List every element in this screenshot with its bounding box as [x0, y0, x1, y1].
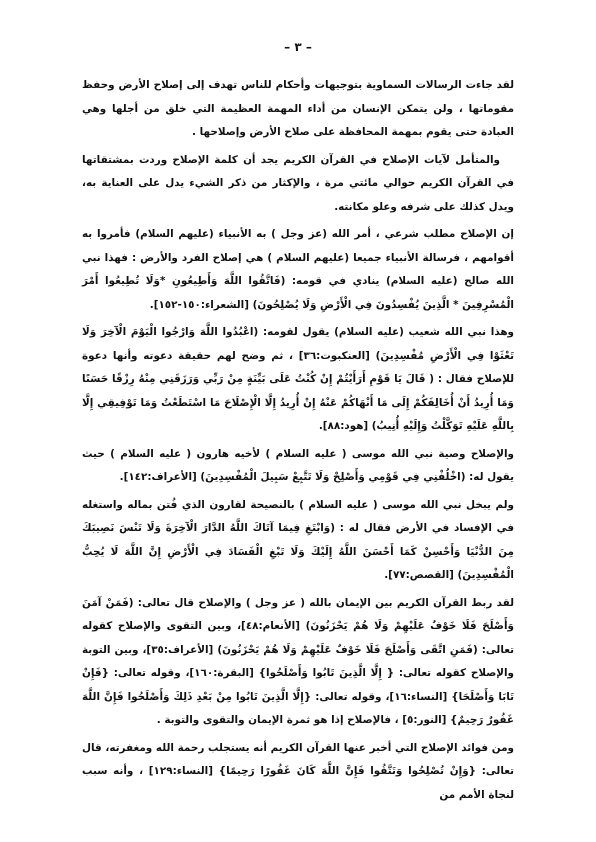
paragraph: وهذا نبي الله شعيب (عليه السلام) يقول لقومه: (اعْبُدُوا اللَّهَ وَارْجُوا الْيَوْمَ الْآخِرَ وَلَا تَعْثَوْا فِي الْأَرْضِ مُفْسِدِينَ) [العنكبوت:٣٦] ، ثم وضح لهم حقيقة دعوته وأنها دعوة للإصلاح فقال : ( قَالَ يَا قَوْمِ أَرَأَيْتُمْ إِنْ كُنْتُ عَلَى بَيِّنَةٍ مِنْ رَبِّي وَرَزَقَنِي مِنْهُ رِزْقًا حَسَنًا وَمَا أُرِيدُ أَنْ أُخَالِفَكُمْ إِلَى مَا أَنْهَاكُمْ عَنْهُ إِنْ أُرِيدُ إِلَّا الْإِصْلَاحَ مَا اسْتَطَعْتُ وَمَا تَوْفِيقِي إِلَّا بِاللَّهِ عَلَيْهِ تَوَكَّلْتُ وَإِلَيْهِ أُنِيبُ) [هود:٨٨].	[82, 326, 514, 432]
paragraph: ومن فوائد الإصلاح التي أخبر عنها القرآن الكريم أنه يستجلب رحمة الله ومغفرته، قال تعالى: {وَإِنْ تُصْلِحُوا وَتَتَّقُوا فَإِنَّ اللَّهَ كَانَ غَفُورًا رَحِيمًا} [النساء:١٢٩] ، وأنه سبب لنجاة الأمم من	[82, 741, 514, 801]
paragraph: والمتأمل لآيات الإصلاح في القرآن الكريم يجد أن كلمة الإصلاح وردت بمشتقاتها في القرآن الكريم حوالي مائتي مرة ، والإكثار من ذكر الشيء يدل على العناية به، ويدل كذلك على شرفه وعلو مكانته.	[82, 153, 514, 213]
paragraph: والإصلاح وصية نبي الله موسى ( عليه السلام ) لأخيه هارون ( عليه السلام ) حيث يقول له: (اخْلُفْنِي فِي قَوْمِي وَأَصْلِحْ وَلَا تَتَّبِعْ سَبِيلَ الْمُفْسِدِينَ) [الأعراف:١٤٢].	[82, 447, 514, 483]
paragraph: إن الإصلاح مطلب شرعي ، أمر الله (عز وجل ) به الأنبياء (عليهم السلام) فأمروا به أقوامهم ، فرسالة الأنبياء جميعا (عليهم السلام ) هي إصلاح الفرد والأرض : فهذا نبي الله صالح (عليه السلام) ينادي في قومه: (فَاتَّقُوا اللَّهَ وَأَطِيعُونِ *وَلَا تُطِيعُوا أَمْرَ الْمُسْرِفِينَ * الَّذِينَ يُفْسِدُونَ فِي الْأَرْضِ وَلَا يُصْلِحُونَ) [الشعراء:١٥٠-١٥٢].	[82, 228, 514, 311]
paragraph: ولم يبخل نبي الله موسى ( عليه السلام ) بالنصيحة لقارون الذي فُتن بماله واستغله في الإفساد في الأرض فقال له : (وَابْتَغِ فِيمَا آتَاكَ اللَّهُ الدَّارَ الْآخِرَةَ وَلَا تَنْسَ نَصِيبَكَ مِنَ الدُّنْيَا وَأَحْسِنْ كَمَا أَحْسَنَ اللَّهُ إِلَيْكَ وَلَا تَبْغِ الْفَسَادَ فِي الْأَرْضِ إِنَّ اللَّهَ لَا يُحِبُّ الْمُفْسِدِينَ) [القصص:٧٧].	[82, 498, 514, 581]
paragraph: لقد ربط القرآن الكريم بين الإيمان بالله ( عز وجل ) والإصلاح قال تعالى: (فَمَنْ آمَنَ وَأَصْلَحَ فَلَا خَوْفٌ عَلَيْهِمْ وَلَا هُمْ يَحْزَنُونَ) [الأنعام:٤٨]، وبين التقوى والإصلاح كقوله تعالى: (فَمَنِ اتَّقَى وَأَصْلَحَ فَلَا خَوْفٌ عَلَيْهِمْ وَلَا هُمْ يَحْزَنُونَ) [الأعراف:٣٥]، وبين التوبة والإصلاح كقوله تعالى: { إِلَّا الَّذِينَ تَابُوا وَأَصْلَحُوا} [البقرة:١٦٠]، وقوله تعالى: {فَإِنْ تَابَا وَأَصْلَحَا} [النساء:١٦]، وقوله تعالى: {إِلَّا الَّذِينَ تَابُوا مِنْ بَعْدِ ذَلِكَ وَأَصْلَحُوا فَإِنَّ اللَّهَ غَفُورٌ رَحِيمٌ} [النور:٥] ، فالإصلاح إذا هو ثمرة الإيمان والتقوى والتوبة .	[82, 596, 515, 726]
paragraph: لقد جاءت الرسالات السماوية بتوجيهات وأحكام للناس تهدف إلى إصلاح الأرض وحفظ مقوماتها ، ولن يتمكن الإنسان من أداء المهمة العظيمة التي خلق من أجلها وهي العبادة حتى يقوم بمهمة المحافظة على صلاح الأرض وإصلاحها .	[82, 79, 514, 138]
body-text	[82, 74, 514, 811]
page-number: – ٣ –	[284, 40, 312, 54]
